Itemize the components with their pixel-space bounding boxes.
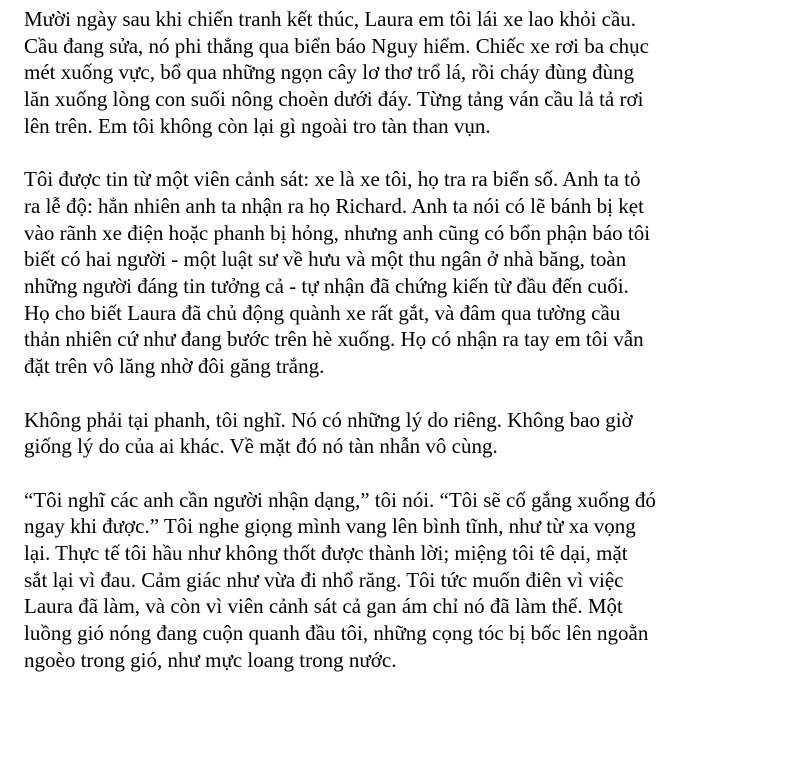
text-line: lăn xuống lòng con suối nông choèn dưới đáy. Từng tảng ván cầu lả tả rơi bbox=[24, 87, 644, 112]
text-line: sắt lại vì đau. Cảm giác như vừa đi nhổ răng. Tôi tức muốn điên vì việc bbox=[24, 567, 624, 592]
text-line: luồng gió nóng đang cuộn quanh đầu tôi, những cọng tóc bị bốc lên ngoằn bbox=[24, 621, 649, 646]
text-line: “Tôi nghĩ các anh cần người nhận dạng,” tôi nói. “Tôi sẽ cố gắng xuống đó bbox=[24, 487, 656, 512]
text-line: thản nhiên cứ như đang bước trên hè xuống. Họ có nhận ra tay em tôi vẫn bbox=[24, 327, 644, 352]
paragraph-4 bbox=[24, 487, 790, 674]
text-line: Tôi được tin từ một viên cảnh sát: xe là xe tôi, họ tra ra biển số. Anh ta tỏ bbox=[24, 167, 641, 192]
text-line: đặt trên vô lăng nhờ đôi găng trắng. bbox=[24, 354, 325, 379]
text-line: lại. Thực tế tôi hầu như không thốt được thành lời; miệng tôi tê dại, mặt bbox=[24, 541, 628, 566]
paragraph-3 bbox=[24, 407, 790, 460]
text-line: mét xuống vực, bổ qua những ngọn cây lơ thơ trổ lá, rồi cháy đùng đùng bbox=[24, 60, 635, 85]
paragraph-1 bbox=[24, 6, 790, 140]
text-line: Laura đã làm, và còn vì viên cảnh sát cả gan ám chỉ nó đã làm thế. Một bbox=[24, 594, 623, 619]
text-line: Họ cho biết Laura đã chủ động quành xe rất gắt, và đâm qua tường cầu bbox=[24, 300, 621, 325]
text-line: vào rãnh xe điện hoặc phanh bị hỏng, nhưng anh cũng có bổn phận báo tôi bbox=[24, 220, 651, 245]
text-line: ngay khi được.” Tôi nghe giọng mình vang lên bình tĩnh, như từ xa vọng bbox=[24, 514, 636, 539]
text-line: ngoèo trong gió, như mực loang trong nước. bbox=[24, 647, 397, 672]
text-line: biết có hai người - một luật sư về hưu và một thu ngân ở nhà băng, toàn bbox=[24, 247, 627, 272]
text-line: Mười ngày sau khi chiến tranh kết thúc, Laura em tôi lái xe lao khỏi cầu. bbox=[24, 7, 637, 31]
text-line: lên trên. Em tôi không còn lại gì ngoài tro tàn than vụn. bbox=[24, 113, 491, 138]
text-line: ra lễ độ: hẳn nhiên anh ta nhận ra họ Richard. Anh ta nói có lẽ bánh bị kẹt bbox=[24, 193, 644, 218]
text-line: Cầu đang sửa, nó phi thẳng qua biển báo Nguy hiểm. Chiếc xe rơi ba chục bbox=[24, 33, 649, 58]
text-line: giống lý do của ai khác. Về mặt đó nó tàn nhẫn vô cùng. bbox=[24, 434, 498, 459]
text-line: Không phải tại phanh, tôi nghĩ. Nó có những lý do riêng. Không bao giờ bbox=[24, 407, 633, 432]
paragraph-2 bbox=[24, 166, 790, 380]
text-line: những người đáng tin tưởng cả - tự nhận đã chứng kiến từ đầu đến cuối. bbox=[24, 274, 629, 299]
